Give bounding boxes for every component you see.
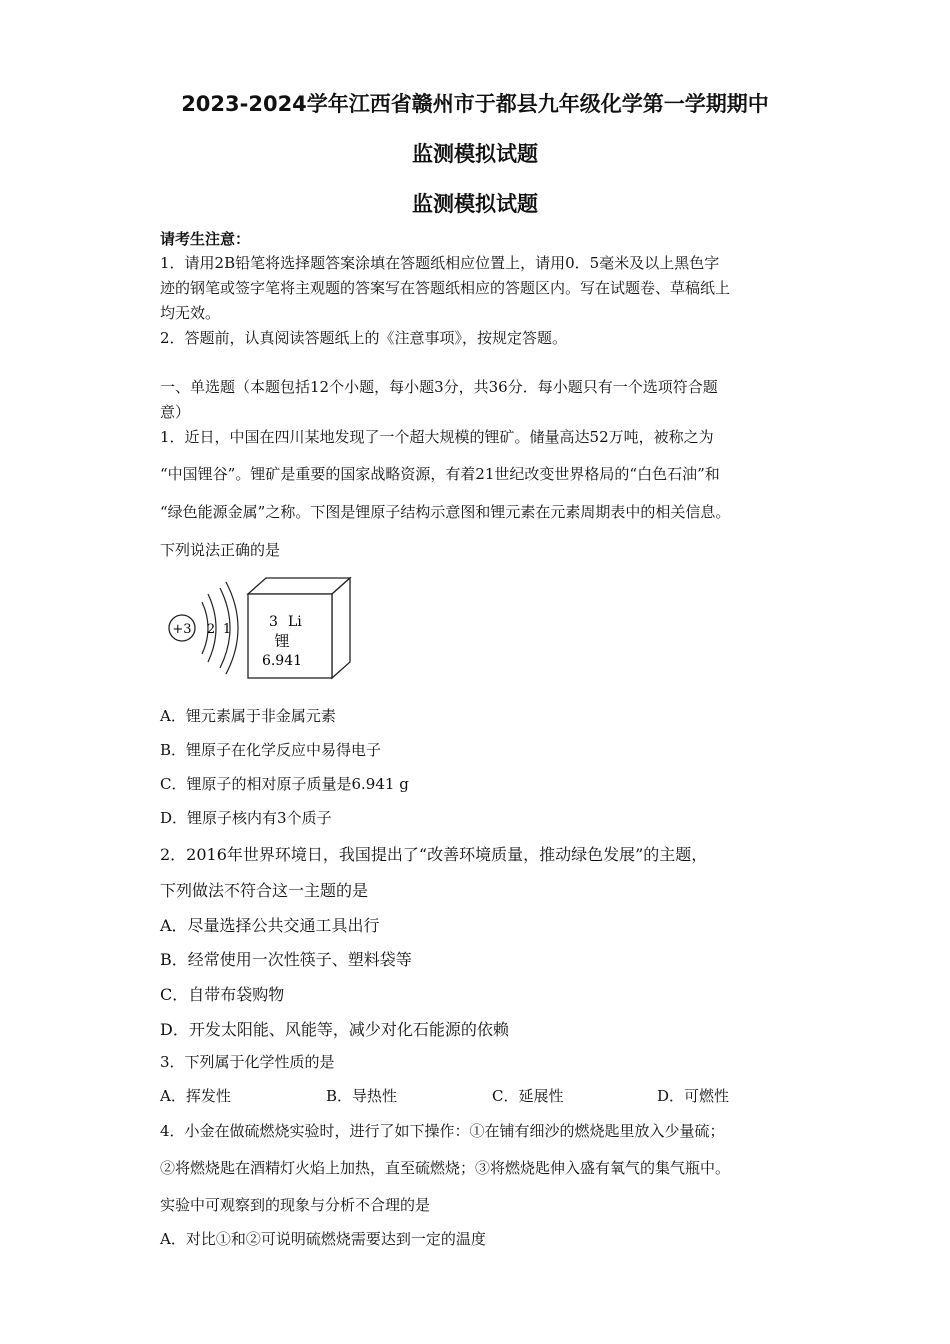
q3-option-a[interactable]: A．挥发性 <box>160 1087 231 1105</box>
atom-structure-diagram <box>169 582 238 674</box>
q2-option-d[interactable]: D．开发太阳能、风能等，减少对化石能源的依赖 <box>160 1020 509 1039</box>
element-symbol: Li <box>288 614 302 630</box>
notice-item2: 2．答题前，认真阅读答题纸上的《注意事项》，按规定答题。 <box>160 329 568 347</box>
shell2-electrons: 1 <box>222 622 232 637</box>
periodic-table-cell <box>248 578 350 678</box>
page-title-line2: 监测模拟试题 <box>412 142 538 166</box>
q4-stem-line1: 4．小金在做硫燃烧实验时，进行了如下操作：①在铺有细沙的燃烧匙里放入少量硫； <box>160 1122 725 1140</box>
lithium-figure <box>160 572 360 684</box>
q3-option-d[interactable]: D．可燃性 <box>657 1087 730 1105</box>
section-heading-line1: 一、单选题（本题包括12个小题，每小题3分，共36分．每小题只有一个选项符合题 <box>160 378 718 396</box>
q2-option-b[interactable]: B．经常使用一次性筷子、塑料袋等 <box>160 950 412 969</box>
notice-item1-line3: 均无效。 <box>160 304 221 322</box>
q1-stem-line2: “中国锂谷”。锂矿是重要的国家战略资源，有着21世纪改变世界格局的“白色石油”和 <box>160 465 720 483</box>
notice-item1-line1: 1．请用2B铅笔将选择题答案涂填在答题纸相应位置上，请用0．5毫米及以上黑色字 <box>160 254 720 272</box>
notice-item1-line2: 迹的钢笔或签字笔将主观题的答案写在答题纸相应的答题区内。写在试题卷、草稿纸上 <box>160 279 731 297</box>
nucleus-charge: +3 <box>172 622 192 637</box>
section-heading-line2: 意） <box>160 403 191 421</box>
q1-stem-line4: 下列说法正确的是 <box>160 541 281 559</box>
q3-option-c[interactable]: C．延展性 <box>492 1087 564 1105</box>
q3-stem: 3．下列属于化学性质的是 <box>160 1053 335 1071</box>
page-title-line1: 2023-2024学年江西省赣州市于都县九年级化学第一学期期中 <box>181 92 769 116</box>
q1-option-d[interactable]: D．锂原子核内有3个质子 <box>160 809 332 827</box>
q2-stem-line1: 2．2016年世界环境日，我国提出了“改善环境质量，推动绿色发展”的主题， <box>160 845 708 864</box>
q2-option-a[interactable]: A．尽量选择公共交通工具出行 <box>160 916 380 935</box>
element-name: 锂 <box>274 632 290 650</box>
q4-stem-line2: ②将燃烧匙在酒精灯火焰上加热，直至硫燃烧；③将燃烧匙伸入盛有氧气的集气瓶中。 <box>160 1159 731 1177</box>
q1-stem-line3: “绿色能源金属”之称。下图是锂原子结构示意图和锂元素在元素周期表中的相关信息。 <box>160 503 731 521</box>
q2-option-c[interactable]: C．自带布袋购物 <box>160 985 285 1004</box>
q2-stem-line2: 下列做法不符合这一主题的是 <box>160 881 369 900</box>
q1-stem-line1: 1．近日，中国在四川某地发现了一个超大规模的锂矿。储量高达52万吨，被称之为 <box>160 428 714 446</box>
q1-option-a[interactable]: A．锂元素属于非金属元素 <box>160 707 336 725</box>
notice-heading: 请考生注意： <box>160 230 251 248</box>
q4-option-a[interactable]: A．对比①和②可说明硫燃烧需要达到一定的温度 <box>160 1230 486 1248</box>
q1-option-b[interactable]: B．锂原子在化学反应中易得电子 <box>160 741 382 759</box>
shell1-electrons: 2 <box>206 622 216 637</box>
page-title-line3: 监测模拟试题 <box>412 192 538 216</box>
q4-stem-line3: 实验中可观察到的现象与分析不合理的是 <box>160 1196 431 1214</box>
q3-option-b[interactable]: B．导热性 <box>326 1087 398 1105</box>
atomic-number: 3 <box>269 614 278 630</box>
q1-option-c[interactable]: C．锂原子的相对原子质量是6.941 g <box>160 775 409 793</box>
atomic-mass: 6.941 <box>261 653 303 669</box>
